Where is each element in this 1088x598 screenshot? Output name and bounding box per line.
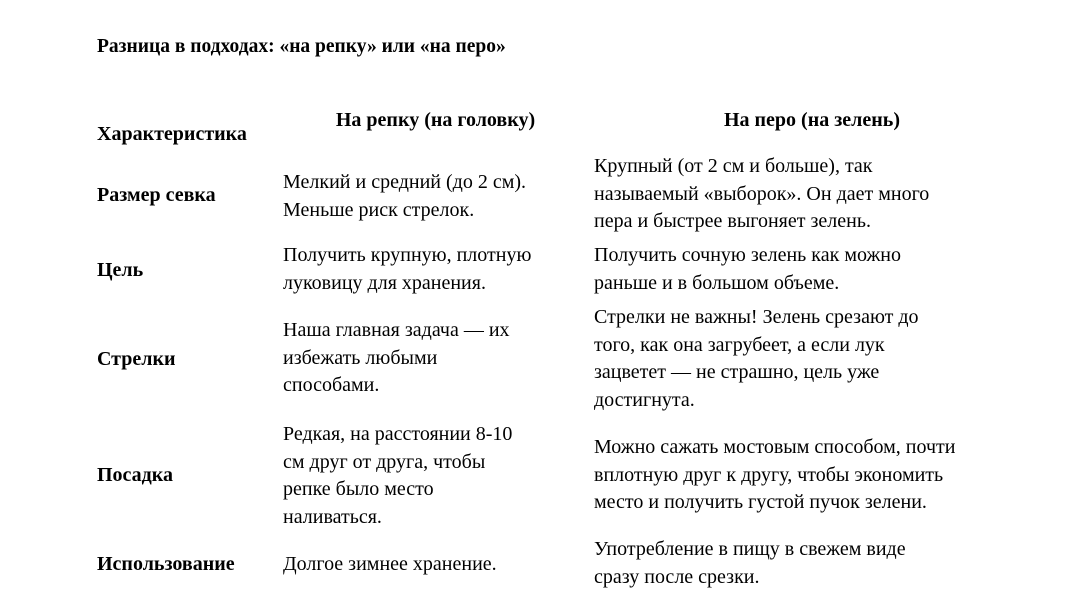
cell-line: Мелкий и средний (до 2 см). bbox=[283, 171, 527, 193]
cell-line: зацветет — не страшно, цель уже bbox=[594, 361, 880, 383]
cell-line: Получить крупную, плотную bbox=[283, 244, 532, 266]
cell-line: достигнута. bbox=[594, 388, 695, 411]
cell-line: Крупный (от 2 см и больше), так bbox=[594, 155, 873, 177]
cell-line: называемый «выборок». Он дает много bbox=[594, 182, 930, 205]
cell-line: см друг от друга, чтобы bbox=[283, 450, 486, 473]
cell-line: Употребление в пищу в свежем виде bbox=[594, 538, 906, 560]
cell-line: Стрелки не важны! Зелень срезают до bbox=[594, 306, 919, 328]
document-title: Разница в подходах: «на репку» или «на перо» bbox=[97, 36, 506, 57]
cell-line: Наша главная задача — их bbox=[283, 319, 510, 341]
cell-line: раньше и в большом объеме. bbox=[594, 271, 840, 294]
cell-line: вплотную друг к другу, чтобы экономить bbox=[594, 463, 944, 486]
cell-bulb bbox=[283, 551, 497, 579]
cell-line: место и получить густой пучок зелени. bbox=[594, 491, 927, 513]
row-label: Стрелки bbox=[97, 348, 176, 370]
cell-line: Редкая, на расстоянии 8-10 bbox=[283, 423, 513, 445]
cell-greens bbox=[594, 304, 919, 414]
cell-line: избежать любыми bbox=[283, 346, 438, 369]
cell-line: Долгое зимнее хранение. bbox=[283, 553, 497, 575]
header-greens: На перо (на зелень) bbox=[723, 109, 901, 131]
header-characteristic: Характеристика bbox=[97, 123, 247, 145]
cell-line: способами. bbox=[283, 374, 380, 396]
cell-line: луковицу для хранения. bbox=[283, 271, 486, 294]
header-bulb: На репку (на головку) bbox=[335, 109, 536, 131]
cell-line: пера и быстрее выгоняет зелень. bbox=[594, 210, 871, 232]
cell-bulb bbox=[283, 317, 510, 400]
cell-bulb bbox=[283, 421, 512, 531]
cell-line: сразу после срезки. bbox=[594, 565, 760, 588]
cell-bulb bbox=[283, 169, 526, 224]
cell-line: Меньше риск стрелок. bbox=[283, 198, 475, 221]
cell-line: репке было место bbox=[283, 478, 434, 500]
cell-bulb bbox=[283, 242, 531, 297]
cell-greens bbox=[594, 153, 929, 236]
cell-line: того, как она загрубеет, а если лук bbox=[594, 333, 885, 356]
row-label: Цель bbox=[97, 259, 144, 281]
cell-greens bbox=[594, 242, 901, 297]
row-label: Использование bbox=[97, 553, 235, 575]
cell-line: Получить сочную зелень как можно bbox=[594, 244, 901, 266]
row-label: Размер севка bbox=[97, 184, 216, 206]
cell-greens bbox=[594, 536, 906, 591]
cell-line: Можно сажать мостовым способом, почти bbox=[594, 436, 956, 458]
row-label: Посадка bbox=[97, 464, 174, 486]
cell-line: наливаться. bbox=[283, 505, 382, 528]
cell-greens bbox=[594, 434, 955, 517]
